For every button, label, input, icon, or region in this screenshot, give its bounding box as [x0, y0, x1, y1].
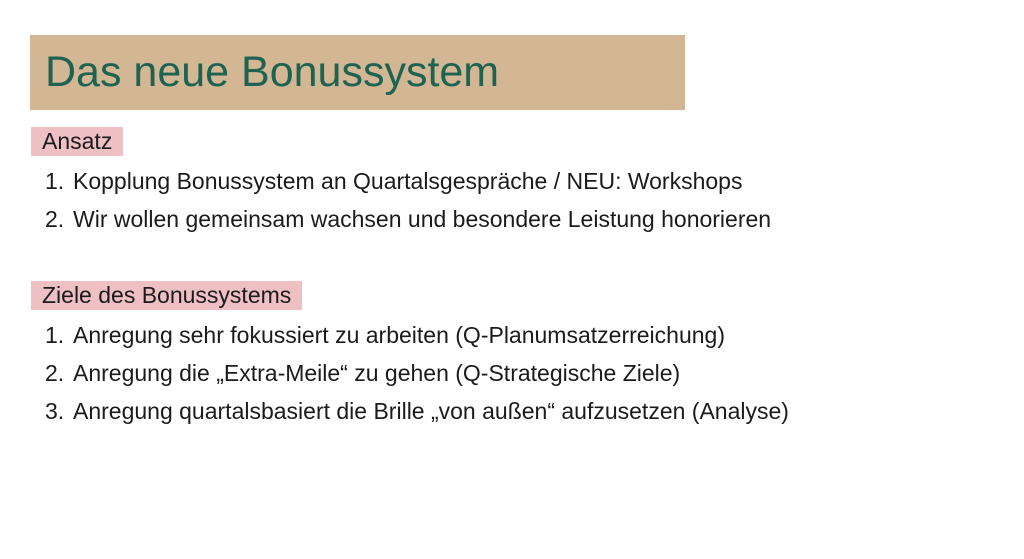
list-item-number: 1.: [45, 321, 65, 348]
approach-list: [30, 162, 771, 238]
title-bar: [30, 35, 685, 110]
section-label-ansatz: Ansatz: [31, 127, 123, 156]
list-item-text: Kopplung Bonussystem an Quartalsgespräche / NEU: Workshops: [73, 167, 743, 194]
list-item-text: Anregung quartalsbasiert die Brille „von außen“ aufzusetzen (Analyse): [73, 397, 789, 424]
list-item-number: 3.: [45, 397, 65, 424]
list-item: [30, 162, 771, 200]
list-item-text: Wir wollen gemeinsam wachsen und besondere Leistung honorieren: [73, 205, 772, 232]
list-item: [30, 200, 771, 238]
list-item: [30, 392, 789, 430]
list-item-number: 2.: [45, 359, 65, 386]
list-item: [30, 354, 789, 392]
slide-title: Das neue Bonussystem: [45, 48, 500, 96]
list-item-number: 1.: [45, 167, 65, 194]
goals-list: [30, 316, 789, 430]
section-label-ziele: Ziele des Bonussystems: [31, 281, 302, 310]
list-item: [30, 316, 789, 354]
list-item-text: Anregung die „Extra-Meile“ zu gehen (Q-Strategische Ziele): [73, 359, 681, 386]
list-item-text: Anregung sehr fokussiert zu arbeiten (Q-Planumsatzerreichung): [73, 321, 725, 348]
list-item-number: 2.: [45, 205, 65, 232]
